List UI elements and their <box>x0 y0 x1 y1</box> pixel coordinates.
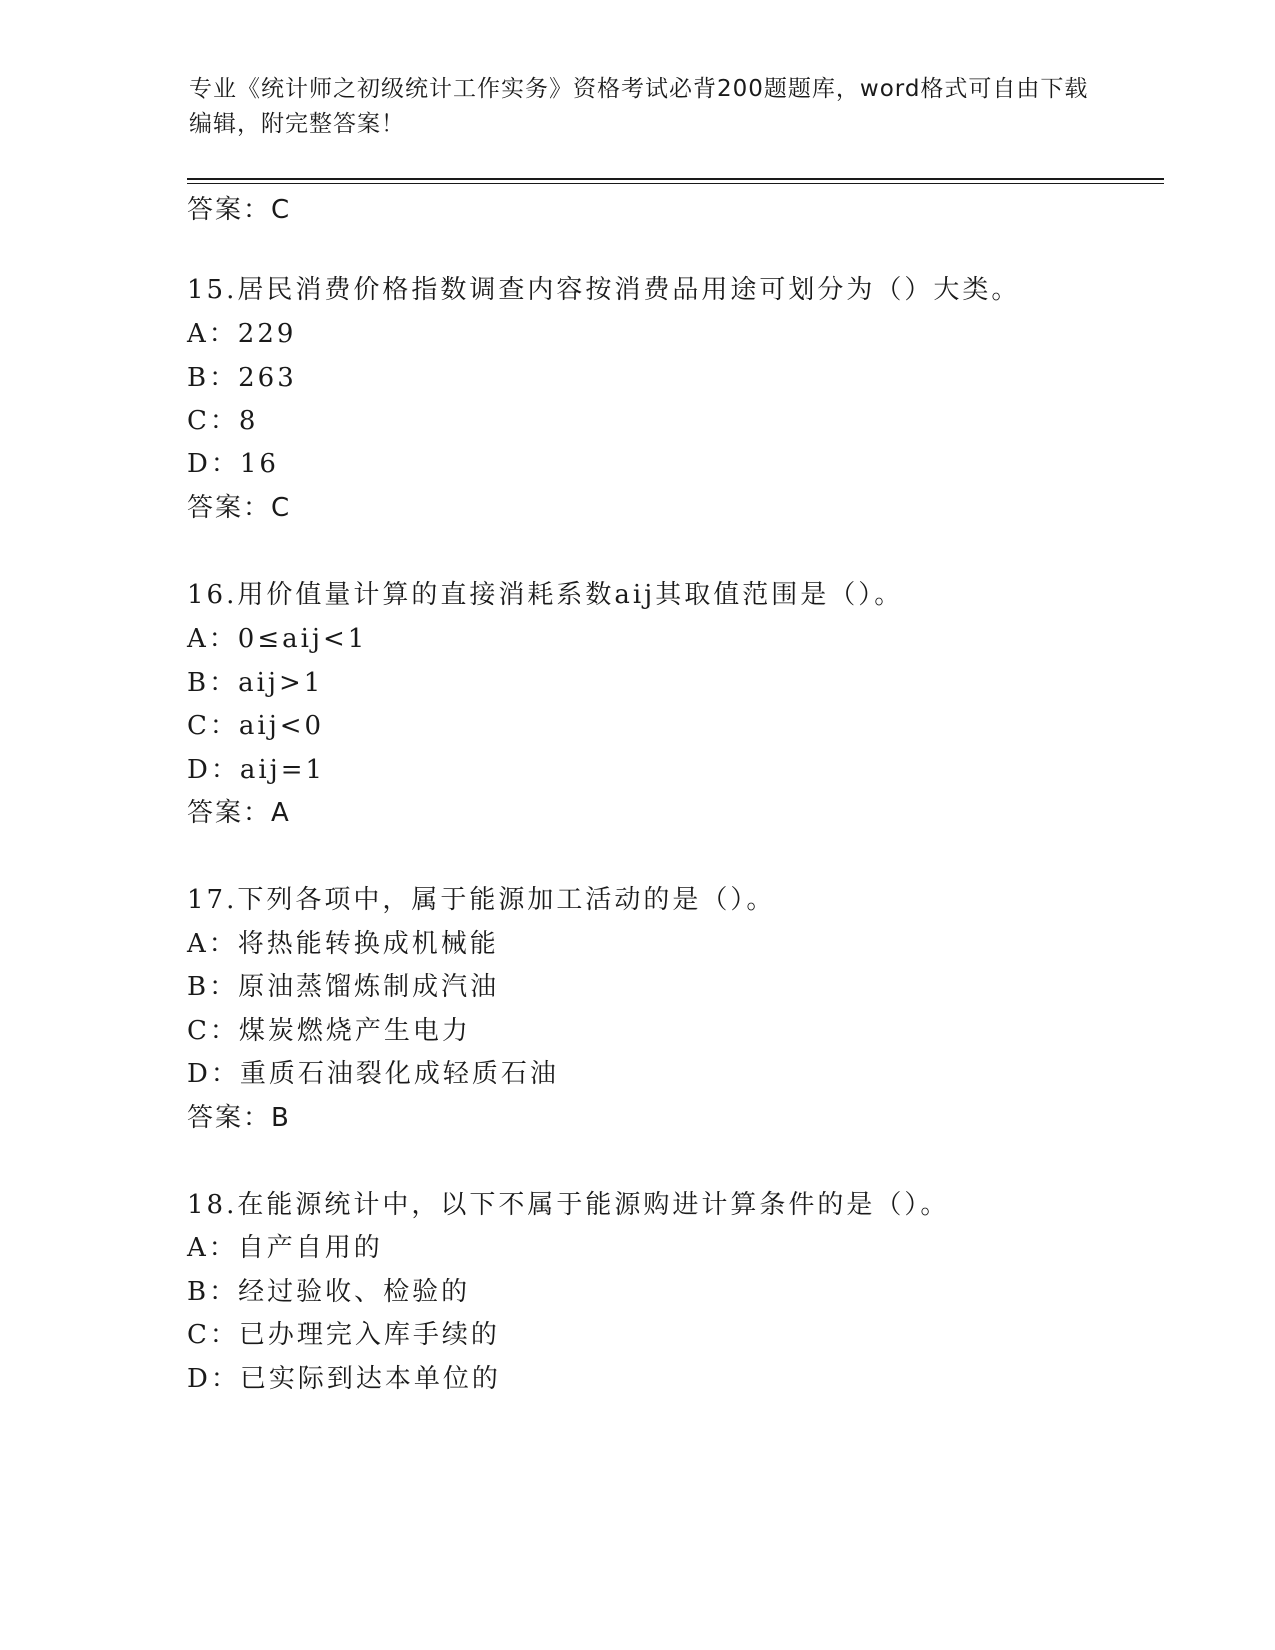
option-b: B：经过验收、检验的 <box>187 1277 471 1307</box>
option-a: A：229 <box>187 319 297 349</box>
answer-line: 答案：B <box>187 1103 291 1133</box>
header-rule-thick <box>187 178 1164 180</box>
question-stem: 16.用价值量计算的直接消耗系数aij其取值范围是（）。 <box>187 580 904 610</box>
question-stem: 17.下列各项中，属于能源加工活动的是（）。 <box>187 885 776 915</box>
option-d: D：已实际到达本单位的 <box>187 1364 501 1394</box>
header-rule-thin <box>187 183 1164 184</box>
question-stem: 18.在能源统计中，以下不属于能源购进计算条件的是（）。 <box>187 1190 950 1220</box>
option-a: A：将热能转换成机械能 <box>187 929 499 959</box>
answer-line: 答案：A <box>187 798 291 828</box>
option-c: C：8 <box>187 406 259 436</box>
option-d: D：aij=1 <box>187 755 326 785</box>
option-c: C：煤炭燃烧产生电力 <box>187 1016 471 1046</box>
option-a: A：自产自用的 <box>187 1233 383 1263</box>
option-d: D：16 <box>187 449 279 479</box>
document-header: 专业《统计师之初级统计工作实务》资格考试必背200题题库，word格式可自由下载编辑，附完整答案！ <box>189 76 1089 137</box>
answer-line: 答案：C <box>187 493 292 523</box>
option-c: C：已办理完入库手续的 <box>187 1320 500 1350</box>
option-d: D：重质石油裂化成轻质石油 <box>187 1059 559 1089</box>
option-b: B：原油蒸馏炼制成汽油 <box>187 972 500 1002</box>
question-stem: 15.居民消费价格指数调查内容按消费品用途可划分为（）大类。 <box>187 275 1021 305</box>
option-b: B：aij>1 <box>187 668 324 698</box>
option-b: B：263 <box>187 363 297 393</box>
option-c: C：aij<0 <box>187 711 325 741</box>
option-a: A：0≤aij<1 <box>187 624 368 654</box>
answer-line: 答案：C <box>187 195 292 225</box>
